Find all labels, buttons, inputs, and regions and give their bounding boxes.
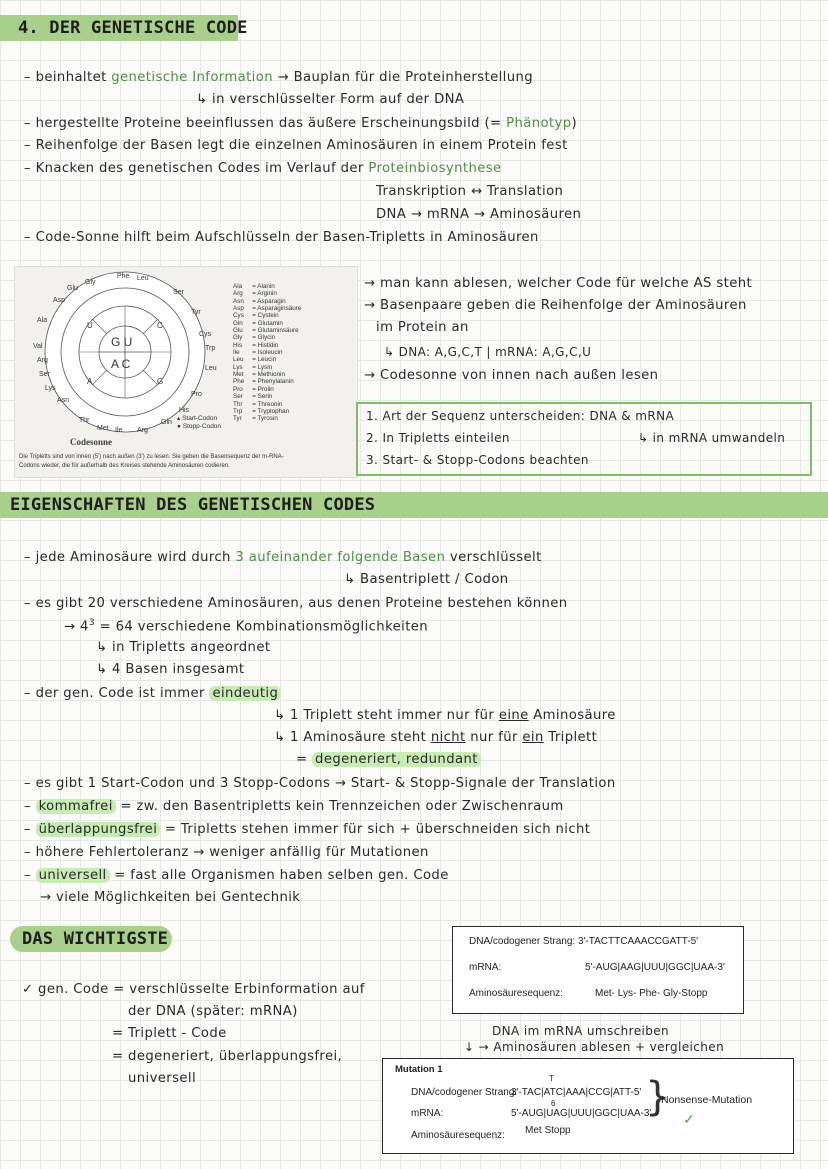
mutation-result: Nonsense-Mutation	[661, 1094, 753, 1106]
wheel-aa: Trp	[205, 345, 216, 352]
line-protein-biosynthesis: – Knacken des genetischen Codes im Verlauf der Proteinbiosynthese	[24, 161, 502, 176]
step-1b: ↳ in mRNA umwandeln	[638, 431, 786, 445]
arrow-note-1: DNA im mRNA umschreiben	[492, 1024, 670, 1038]
prop-degenerate: = degeneriert, redundant	[296, 752, 481, 767]
mutation-box	[382, 1058, 794, 1154]
line-phenotype: – hergestellte Proteine beeinflussen das äußere Erscheinungsbild (= Phänotyp)	[24, 116, 578, 131]
note-read-direction: → Codesonne von innen nach außen lesen	[364, 368, 659, 383]
line-dna-mrna-aa: DNA → mRNA → Aminosäuren	[376, 207, 582, 222]
mutation-title: Mutation 1	[395, 1064, 443, 1075]
prop-non-overlapping: – überlappungsfrei = Tripletts stehen immer für sich + überschneiden sich nicht	[24, 822, 591, 837]
section-header-summary	[10, 926, 172, 952]
example-aa-value: Met- Lys- Phe- Gly-Stopp	[595, 988, 708, 999]
wheel-aa: Val	[33, 343, 43, 350]
example-mrna-value: 5'-AUG|AAG|UUU|GGC|UAA-3'	[585, 962, 725, 973]
mutation-check-icon: ✓	[683, 1111, 695, 1127]
start-stop-legend: ▴ Start-Codon ● Stopp-Codon	[177, 415, 222, 430]
legend-abbr-col: Ala Arg Asn Asp Cys Gln Glu Gly His Ile Leu Lys Met Phe Pro Ser Thr Trp Tyr	[233, 283, 245, 423]
prop-one-triplet: ↳ 1 Triplett steht immer nur für eine Aminosäure	[274, 708, 616, 723]
mutation-mark-6: 6	[551, 1099, 556, 1108]
summary-5: universell	[128, 1071, 197, 1086]
mutation-dna-value: 3'-TAC|ATC|AAA|CCG|ATT-5'	[511, 1087, 642, 1098]
line-base-order: – Reihenfolge der Basen legt die einzelnen Aminosäuren in einem Protein fest	[24, 138, 568, 153]
codesonne-label: Codesonne	[70, 437, 113, 447]
wheel-aa: Ile	[115, 427, 123, 434]
codesonne-figure	[14, 266, 358, 478]
prop-start-stop: – es gibt 1 Start-Codon und 3 Stopp-Codons → Start- & Stopp-Signale der Translation	[24, 776, 616, 791]
wheel-aa: Met	[97, 425, 109, 432]
prop-three-bases: – jede Aminosäure wird durch 3 aufeinander folgende Basen verschlüsselt	[24, 550, 542, 565]
summary-2: der DNA (später: mRNA)	[128, 1004, 298, 1019]
example-aa-label: Aminosäuresequenz:	[469, 988, 563, 999]
step-2: 2. In Tripletts einteilen	[366, 431, 510, 445]
wheel-aa: Ala	[37, 317, 48, 324]
summary-4: = degeneriert, überlappungsfrei,	[112, 1049, 343, 1064]
mutation-mrna-label: mRNA:	[411, 1108, 444, 1119]
wheel-center-g: G U	[111, 335, 133, 349]
wheel-aa: Gln	[161, 419, 172, 426]
prop-one-aa: ↳ 1 Aminosäure steht nicht nur für ein Triplett	[274, 730, 598, 745]
wheel-ring-base: C	[157, 321, 163, 330]
note-protein: im Protein an	[376, 320, 469, 335]
line-transcription-translation: Transkription ↔ Translation	[376, 184, 564, 199]
section-header-genetic-code	[0, 15, 248, 41]
wheel-aa: Tyr	[191, 309, 201, 316]
example-dna: DNA/codogener Strang: 3'-TACTTCAAACCGATT-5'	[469, 936, 699, 947]
wheel-aa: Leu	[205, 365, 217, 372]
wheel-center-a: A C	[111, 357, 131, 371]
mutation-brace: }	[645, 1074, 671, 1120]
mutation-mrna-value: 5'-AUG|UAG|UUU|GGC|UAA-3'	[511, 1108, 652, 1119]
wheel-aa: Ser	[39, 371, 50, 378]
mutation-aa-value: Met Stopp	[525, 1125, 571, 1136]
example-mrna-label: mRNA:	[469, 962, 502, 973]
example-box	[452, 926, 744, 1014]
codesonne-caption: Die Tripletts sind von innen (5') nach außen (3') zu lesen. Sie geben die Basensequenz der m-RNA- Codons wieder, die für außerhalb des Kreises stehende Aminosäuren codieren.	[19, 454, 284, 469]
wheel-aa: Asn	[57, 397, 70, 404]
section-title: DAS WICHTIGSTE	[22, 929, 169, 949]
section-header-properties	[0, 492, 828, 518]
step-3: 3. Start- & Stopp-Codons beachten	[366, 453, 589, 467]
wheel-aa: Ser	[173, 289, 184, 296]
legend-name-col: = Alanin = Arginin = Asparagin = Asparaginsäure = Cystein = Glutamin = Glutaminsäure = Glycin = Histidin = Isoleucin = Leucin = Lysin = Methionin = Phenylalanin = Prolin = Serin = Threonin = Tryptophan = Tyrosin	[252, 283, 302, 423]
wheel-aa: Arg	[37, 357, 48, 364]
mutation-mark-t: T	[549, 1074, 554, 1083]
note-bases: ↳ DNA: A,G,C,T | mRNA: A,G,C,U	[384, 345, 592, 359]
section-title: EIGENSCHAFTEN DES GENETISCHEN CODES	[10, 495, 376, 515]
line-information: – beinhaltet genetische Information → Bauplan für die Proteinherstellung	[24, 70, 533, 85]
prop-combinations: → $4^3 = 64$ verschiedene Kombinationsmöglichkeiten	[64, 618, 429, 635]
section-title: 4. DER GENETISCHE CODE	[18, 18, 248, 38]
wheel-aa: His	[179, 407, 190, 414]
prop-gene-tech: → viele Möglichkeiten bei Gentechnik	[40, 890, 301, 905]
line-code-sun: – Code-Sonne hilft beim Aufschlüsseln der Basen-Tripletts in Aminosäuren	[24, 230, 539, 245]
wheel-aa: Pro	[191, 391, 202, 398]
wheel-aa: Glu	[67, 285, 78, 292]
prop-universal: – universell = fast alle Organismen haben selben gen. Code	[24, 868, 449, 883]
wheel-ring-base: A	[87, 377, 93, 386]
wheel-ring-base: U	[87, 321, 93, 330]
wheel-aa: Arg	[137, 427, 148, 434]
mutation-dna-label: DNA/codogener Strang:	[411, 1087, 518, 1098]
prop-twenty-aa: – es gibt 20 verschiedene Aminosäuren, aus denen Proteine bestehen können	[24, 596, 568, 611]
prop-four-bases: ↳ 4 Basen insgesamt	[96, 662, 245, 677]
wheel-aa: Thr	[79, 417, 90, 424]
wheel-aa: Phe	[117, 273, 130, 280]
prop-codon: ↳ Basentriplett / Codon	[344, 572, 509, 587]
step-1: 1. Art der Sequenz unterscheiden: DNA & mRNA	[366, 409, 675, 423]
prop-comma-free: – kommafrei = zw. den Basentripletts kein Trennzeichen oder Zwischenraum	[24, 799, 564, 814]
steps-box	[356, 402, 812, 476]
note-basepairs: → Basenpaare geben die Reihenfolge der Aminosäuren	[364, 298, 747, 313]
wheel-aa: Asp	[53, 297, 66, 304]
codesonne-wheel	[15, 267, 357, 477]
summary-1: ✓ gen. Code = verschlüsselte Erbinformation auf	[22, 982, 365, 997]
prop-in-triplets: ↳ in Tripletts angeordnet	[96, 640, 271, 655]
prop-unambiguous: – der gen. Code ist immer eindeutig	[24, 686, 281, 701]
summary-3: = Triplett - Code	[112, 1026, 227, 1041]
line-dna-form: ↳ in verschlüsselter Form auf der DNA	[196, 92, 465, 107]
wheel-ring-base: G	[157, 377, 164, 386]
note-read-code: → man kann ablesen, welcher Code für welche AS steht	[364, 276, 753, 291]
mutation-aa-label: Aminosäuresequenz:	[411, 1130, 505, 1141]
wheel-aa: Cys	[199, 331, 212, 338]
wheel-aa: Gly	[85, 279, 96, 286]
arrow-note-2: ↓ → Aminosäuren ablesen + vergleichen	[464, 1040, 725, 1054]
wheel-aa: Leu	[137, 275, 149, 282]
wheel-aa: Lys	[45, 385, 56, 392]
prop-error-tolerance: – höhere Fehlertoleranz → weniger anfällig für Mutationen	[24, 845, 429, 860]
codesonne-legend	[233, 283, 301, 423]
